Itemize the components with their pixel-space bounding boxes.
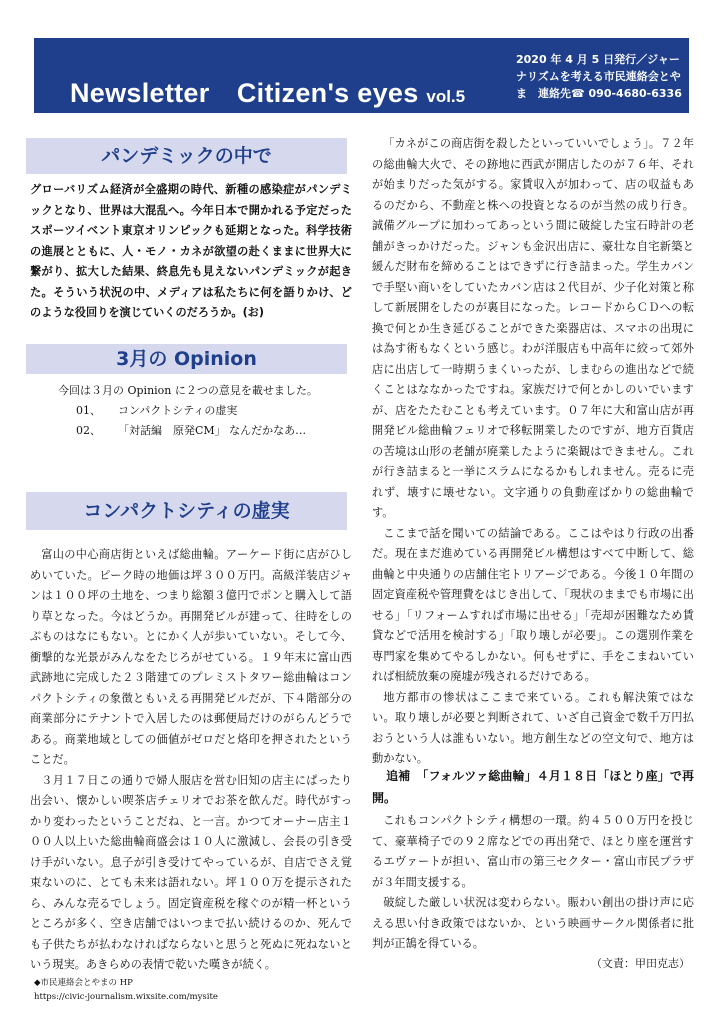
opinion-item bbox=[76, 421, 350, 441]
article-paragraph: 富山の中心商店街といえば総曲輪。アーケード街に店がひしめいていた。ピーク時の地価は坪３００万円。高級洋装店ジャンは１００坪の土地を、つまり総額３億円でポンと購入して語り草となった。今はどうか。再開発ビルが建って、往時をしのぶものはなにもない。とにかく人が歩いていない。そして今、衝撃的な光景がみんなをたじろがせている。１９年末に富山西武跡地に完成した２３階建てのプレミストタワー総曲輪はコンパクトシティの象徴ともいえる再開発ビルだが、下４階部分の商業部分にテナントで入居したのは郵便局だけのがらんどうである。商業地域としての価値がゼロだと烙印を押されたということだ。 bbox=[30, 548, 352, 766]
section-title-compact-city: コンパクトシティの虚実 bbox=[26, 492, 347, 530]
article-left-column bbox=[30, 545, 352, 976]
opinion-item-text: 「対話編 原発CM」 なんだかなあ… bbox=[118, 424, 307, 437]
author-credit: （文責：甲田克志） bbox=[591, 957, 690, 970]
section-title-opinion: 3月の Opinion bbox=[26, 344, 347, 374]
opinion-item-number: 02、 bbox=[76, 424, 101, 437]
publication-info: 2020 年 4 月 5 日発行／ジャーナリズムを考える市民連絡会とやま 連絡先☎ 090-4680-6336 bbox=[516, 53, 682, 100]
addendum-paragraph: これもコンパクトシティ構想の一環。約４５００万円を投じて、豪華椅子での９２席などでの再出発で、ほとり座を運営するエヴァートが担い、富山市の第三セクター・富山市民プラザが３年間支援する。 bbox=[372, 814, 694, 889]
newsletter-title: Newsletter Citizen's eyes bbox=[70, 78, 419, 108]
opinion-item-text: コンパクトシティの虚実 bbox=[118, 404, 238, 417]
masthead-banner bbox=[34, 38, 689, 113]
addendum-title bbox=[372, 765, 694, 809]
addendum-section bbox=[372, 765, 694, 955]
homepage-url[interactable]: https://civic-journalism.wixsite.com/mysite bbox=[34, 992, 218, 1002]
article-paragraph: 「カネがこの商店街を殺したといっていいでしょう」。７２年の総曲輪大火で、その跡地に西武が開店したのが７６年、それが始まりだった気がする。家賃収入が加わって、店の収益もあるのだから、不動産と株への投資となるのが当然の成り行き。誠備グループに加わってあっという間に破綻した宝石時計の老舗がきっかけだった。ジャンも金沢出店に、豪壮な自宅新築と緩んだ財布を締めることはできずに行き詰まった。学生カバンで手堅い商いをしていたカバン店は２代目が、少子化対策と称して新展開をしたのが裏目になった。レコードからＣＤへの転換で何とか生き延びることができた楽器店は、スマホの出現には為す術もなくという感じ。わが洋服店も中高年に絞って郊外店に出店して一時期うまくいったが、しまむらの進出などで続くことはななかったですね。家族だけで何とかしのいでいますが、店をたたむことも考えています。０７年に大和富山店が再開発ビル総曲輪フェリオで移転開業したのですが、地方百貨店の苦境は山形の老舗が廃業したように楽観はできません。これが行き詰まると一挙にスラムになるかもしれません。売るに売れず、壊すに壊せない。文字通りの負動産ばかりの総曲輪です。 bbox=[372, 137, 694, 519]
article-paragraph: ここまで話を聞いての結論である。ここはやはり行政の出番だ。現在まだ進めている再開発ビル構想はすべて中断して、総曲輪と中央通りの店舗住宅トリアージである。今後１０年間の固定資産税や管理費をはじき出して、「現状のままでも市場に出せる」「リフォームすれば市場に出せる」「売却が困難なため賃貸などで活用を検討する」「取り壊しが必要」。この選別作業を専門家を集めてやるしかない。何もせずに、手をこまねいていれば相続放棄の廃墟が残されるだけである。 bbox=[372, 526, 694, 683]
volume-number: vol.5 bbox=[426, 87, 466, 106]
opinion-item bbox=[76, 401, 350, 421]
article-right-column bbox=[372, 134, 694, 770]
addendum-paragraph: 破綻した厳しい状況は変わらない。賑わい創出の掛け声に応える思い付き政策ではないか、という映画サークル関係者に批判が正鵠を得ている。 bbox=[372, 896, 694, 950]
opinion-item-number: 01、 bbox=[76, 404, 101, 417]
masthead-title bbox=[70, 71, 465, 110]
opinion-lead: 今回は３月の Opinion に２つの意見を載せました。 bbox=[58, 384, 318, 397]
homepage-label: ◆市民連絡会とやまの HP bbox=[34, 978, 133, 988]
footer bbox=[34, 976, 364, 1004]
pandemic-text: グローバリズム経済が全盛期の時代、新種の感染症がパンデミックとなり、世界は大混乱へ。今年日本で開かれる予定だったスポーツイベント東京オリンピックも延期となった。科学技術の進展とともに、人・モノ・カネが欲望の赴くままに世界大に繋がり、拡大した結果、終息先も見えないパンデミックが起きた。そういう状況の中、メディアは私たちに何を語りかけ、どのような役回りを演じていくのだろうか。(お) bbox=[30, 183, 352, 319]
article-paragraph: ３月１７日この通りで婦人服店を営む旧知の店主にぱったり出会い、懐かしい喫茶店チェリオでお茶を飲んだ。時代がすっかり変わったということだね、と一言。かつてオーナー店主１００人以上いた総曲輪商盛会は１０人に激減し、会長の引き受け手がいない。息子が引き受けてやっているが、自店でさえ覚束ないのに、とても未来は語れない。坪１００万を提示されたら、みんな売るでしょう。固定資産税を稼ぐのが精一杯というところが多く、空き店舗ではいつまで払い続けるのか、死んでも子供たちが払わなければならないと思うと死ぬに死ねないという現実。あきらめの表情で乾いた嘆きが続く。 bbox=[30, 773, 352, 971]
addendum-title-text: 追補 「フォルツァ総曲輪」４月１８日「ほとり座」で再開。 bbox=[372, 769, 694, 805]
article-paragraph: 地方都市の惨状はここまで来ている。これも解決策ではない。取り壊しが必要と判断されて、いざ自己資金で数千万円払おうという人は誰もいない。地方創生などの空文句で、地方は動かない。 bbox=[372, 690, 694, 765]
section-title-pandemic: パンデミックの中で bbox=[26, 138, 347, 174]
opinion-list bbox=[30, 381, 350, 441]
